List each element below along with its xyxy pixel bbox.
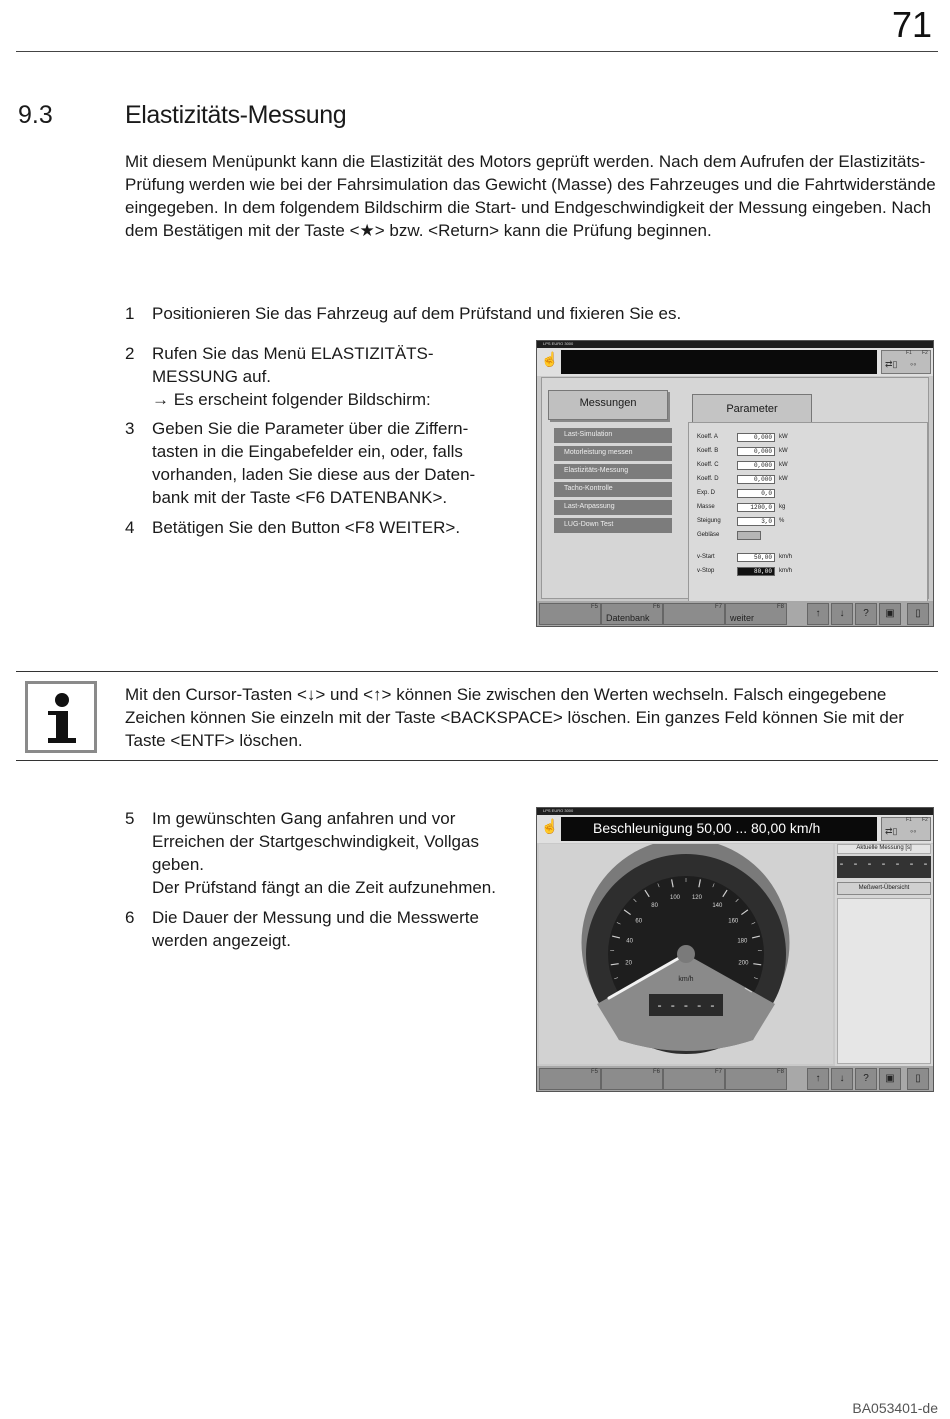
param-unit: kW bbox=[779, 434, 788, 440]
step-text: Im gewünschten Gang anfahren und vor bbox=[152, 809, 456, 828]
header-rule bbox=[16, 51, 938, 52]
param-row bbox=[697, 517, 927, 527]
corner-label: F2 bbox=[922, 350, 928, 356]
hand-icon[interactable]: ☝ bbox=[541, 818, 559, 834]
param-unit: km/h bbox=[779, 568, 793, 574]
param-label: Exp. D bbox=[697, 490, 716, 496]
param-row bbox=[697, 531, 927, 541]
top-strip bbox=[537, 815, 933, 843]
step-text: Geben Sie die Parameter über die Ziffern- bbox=[152, 419, 469, 438]
exit-button[interactable]: ▯ bbox=[907, 603, 929, 625]
param-row bbox=[697, 553, 927, 563]
titlebar bbox=[537, 341, 933, 348]
datenbank-button[interactable] bbox=[601, 603, 663, 625]
param-field[interactable]: 0,000 bbox=[737, 447, 775, 456]
f5-button[interactable] bbox=[539, 603, 601, 625]
info-rule-bottom bbox=[16, 760, 938, 761]
fkey-number: F7 bbox=[714, 604, 722, 610]
gauge-tick-label: 60 bbox=[635, 918, 643, 925]
f5-button[interactable] bbox=[539, 1068, 601, 1090]
step-text: MESSUNG auf. bbox=[152, 367, 272, 386]
intro-paragraph: Mit diesem Menüpunkt kann die Elastizität des Motors geprüft werden. Nach dem Aufrufen der Elastizitäts-Prüfung werden wie bei der Fahrsimulation das Gewicht (Masse) des Fahrzeuges und die Fahrtwiderstände eingegeben. In dem folgendem Bildschirm die Start- und Endgeschwindigkeit der Messung eingeben. Nach dem Bestätigen mit der Taste <★> bzw. <Return> kann die Prüfung beginnen. bbox=[125, 152, 936, 240]
step-number: 6 bbox=[125, 908, 135, 927]
param-unit: kg bbox=[779, 504, 786, 510]
param-unit: kW bbox=[779, 462, 788, 468]
gauge-tick-label: 200 bbox=[738, 960, 749, 967]
section-number: 9.3 bbox=[18, 101, 53, 129]
menu-item[interactable]: LUG-Down Test bbox=[554, 518, 672, 533]
param-unit: kW bbox=[779, 448, 788, 454]
car-icon: ⇄▯ bbox=[885, 826, 898, 836]
blower-field[interactable] bbox=[737, 531, 761, 540]
f6-button[interactable] bbox=[601, 1068, 663, 1090]
param-field[interactable]: 0,000 bbox=[737, 475, 775, 484]
param-label: Masse bbox=[697, 504, 715, 510]
menu-item[interactable]: Elastizitäts-Messung bbox=[554, 464, 672, 479]
overview-button[interactable]: Meßwert-Übersicht bbox=[837, 882, 931, 895]
step-text: geben. bbox=[152, 855, 204, 874]
wheels-icon: ◦◦ bbox=[910, 359, 917, 369]
vehicle-icons[interactable] bbox=[881, 350, 931, 374]
param-label: Koeff. C bbox=[697, 462, 719, 468]
arrow-up-button[interactable]: ↑ bbox=[807, 603, 829, 625]
function-key-bar bbox=[537, 1066, 933, 1092]
param-unit: % bbox=[779, 518, 785, 524]
param-field[interactable]: 0,000 bbox=[737, 433, 775, 442]
param-label: v-Start bbox=[697, 554, 715, 560]
gauge-tick-label: 120 bbox=[691, 895, 702, 902]
help-button[interactable]: ? bbox=[855, 603, 877, 625]
info-text: Mit den Cursor-Tasten <↓> und <↑> können Sie zwischen den Werten wechseln. Falsch eingegebene Zeichen können Sie einzeln mit der Taste <BACKSPACE> löschen. Ein ganzes Feld können Sie mit der Taste <ENTF> löschen. bbox=[125, 685, 904, 750]
corner-label: F1 bbox=[906, 817, 912, 823]
gauge-area bbox=[539, 844, 833, 1064]
fkey-number: F6 bbox=[652, 604, 660, 610]
parameter-frame bbox=[688, 422, 928, 606]
param-field[interactable]: 3,0 bbox=[737, 517, 775, 526]
vehicle-icons[interactable] bbox=[881, 817, 931, 841]
step-text: → Es erscheint folgender Bildschirm: bbox=[152, 390, 431, 409]
fkey-number: F6 bbox=[652, 1069, 660, 1075]
param-label: Koeff. D bbox=[697, 476, 719, 482]
fkey-number: F8 bbox=[776, 1069, 784, 1075]
wheels-icon: ◦◦ bbox=[910, 826, 917, 836]
gauge-display-value: - - - - - bbox=[656, 1001, 716, 1013]
step-text: Der Prüfstand fängt an die Zeit aufzunehmen. bbox=[152, 878, 496, 897]
menu-item[interactable]: Motorleistung messen bbox=[554, 446, 672, 461]
param-row bbox=[697, 475, 927, 485]
param-row bbox=[697, 461, 927, 471]
param-row bbox=[697, 567, 927, 577]
weiter-button[interactable] bbox=[725, 603, 787, 625]
step-text: Rufen Sie das Menü ELASTIZITÄTS- bbox=[152, 344, 434, 363]
step-text: bank mit der Taste <F6 DATENBANK>. bbox=[152, 488, 448, 507]
gauge-tick-label: 140 bbox=[712, 903, 723, 910]
step-text: werden angezeigt. bbox=[152, 931, 291, 950]
help-button[interactable]: ? bbox=[855, 1068, 877, 1090]
arrow-down-button[interactable]: ↓ bbox=[831, 603, 853, 625]
car-icon: ⇄▯ bbox=[885, 359, 898, 369]
menu-panel bbox=[541, 377, 929, 599]
app-title: LPS EURO 3000 bbox=[543, 341, 574, 346]
fkey-number: F5 bbox=[590, 604, 598, 610]
screenshot-acceleration-screen bbox=[536, 807, 934, 1092]
param-row bbox=[697, 503, 927, 513]
menu-item[interactable]: Tacho-Kontrolle bbox=[554, 482, 672, 497]
param-field[interactable]: 1200,0 bbox=[737, 503, 775, 512]
param-unit: km/h bbox=[779, 554, 793, 560]
param-row bbox=[697, 447, 927, 457]
parameter-tab[interactable]: Parameter bbox=[692, 394, 812, 424]
gauge-unit: km/h bbox=[678, 976, 694, 983]
fkey-number: F8 bbox=[776, 604, 784, 610]
menu-item[interactable]: Last-Simulation bbox=[554, 428, 672, 443]
step-text: Erreichen der Startgeschwindigkeit, Vollgas bbox=[152, 832, 479, 851]
param-field[interactable]: 0,0 bbox=[737, 489, 775, 498]
param-unit: kW bbox=[779, 476, 788, 482]
section-title: Elastizitäts-Messung bbox=[125, 101, 347, 129]
screenshot-parameter-screen bbox=[536, 340, 934, 627]
param-row bbox=[697, 489, 927, 499]
step-text: tasten in die Eingabefelder ein, oder, falls bbox=[152, 442, 463, 461]
gauge-tick-label: 40 bbox=[626, 938, 633, 945]
step-number: 5 bbox=[125, 809, 135, 828]
print-button[interactable]: ▣ bbox=[879, 603, 901, 625]
gauge-tick-label: 160 bbox=[728, 918, 739, 925]
messungen-button[interactable]: Messungen bbox=[548, 390, 668, 420]
f8-button[interactable] bbox=[725, 1068, 787, 1090]
gauge-tick-label: 180 bbox=[737, 938, 748, 945]
f7-button[interactable] bbox=[663, 603, 725, 625]
current-measurement-label: Aktuelle Messung [s] bbox=[837, 844, 931, 854]
fkey-number: F7 bbox=[714, 1069, 722, 1075]
fkey-label: Datenbank bbox=[606, 613, 650, 623]
hand-icon[interactable]: ☝ bbox=[541, 351, 559, 367]
step-text: Positionieren Sie das Fahrzeug auf dem Prüfstand und fixieren Sie es. bbox=[152, 304, 682, 323]
gauge-tick-label: 80 bbox=[651, 903, 658, 910]
step-text: Betätigen Sie den Button <F8 WEITER>. bbox=[152, 518, 461, 537]
titlebar bbox=[537, 808, 933, 815]
arrow-down-button[interactable]: ↓ bbox=[831, 1068, 853, 1090]
fkey-number: F5 bbox=[590, 1069, 598, 1075]
step-number: 3 bbox=[125, 419, 135, 438]
gauge-hub bbox=[677, 945, 695, 963]
page-number: 71 bbox=[891, 4, 932, 45]
arrow-up-button[interactable]: ↑ bbox=[807, 1068, 829, 1090]
gauge-tick-label: 20 bbox=[625, 960, 632, 967]
info-rule-top bbox=[16, 671, 938, 672]
document-code: BA053401-de bbox=[852, 1400, 938, 1416]
acceleration-banner: Beschleunigung 50,00 ... 80,00 km/h bbox=[561, 817, 877, 841]
exit-button[interactable]: ▯ bbox=[907, 1068, 929, 1090]
f7-button[interactable] bbox=[663, 1068, 725, 1090]
corner-label: F2 bbox=[922, 817, 928, 823]
step-number: 4 bbox=[125, 518, 135, 537]
menu-item[interactable]: Last-Anpassung bbox=[554, 500, 672, 515]
param-label: Gebläse bbox=[697, 532, 720, 538]
param-label: Koeff. B bbox=[697, 448, 719, 454]
step-number: 2 bbox=[125, 344, 135, 363]
current-measurement-display: - - - - - - - bbox=[837, 856, 931, 878]
param-field[interactable]: 0,000 bbox=[737, 461, 775, 470]
status-display bbox=[561, 350, 877, 374]
fkey-label: weiter bbox=[730, 613, 755, 623]
step-text: Die Dauer der Messung und die Messwerte bbox=[152, 908, 479, 927]
app-title: LPS EURO 3000 bbox=[543, 808, 574, 813]
function-key-bar bbox=[537, 601, 933, 627]
measurement-list bbox=[837, 898, 931, 1064]
info-icon bbox=[25, 681, 97, 753]
parameter-box bbox=[688, 394, 928, 606]
step-number: 1 bbox=[125, 304, 135, 323]
step-text: vorhanden, laden Sie diese aus der Daten- bbox=[152, 465, 476, 484]
right-panel bbox=[835, 844, 933, 1066]
menu-list bbox=[554, 428, 672, 536]
param-field[interactable]: 80,00 bbox=[737, 567, 775, 576]
param-label: v-Stop bbox=[697, 568, 715, 574]
gauge-tick-label: 100 bbox=[670, 895, 681, 902]
print-button[interactable]: ▣ bbox=[879, 1068, 901, 1090]
param-label: Steigung bbox=[697, 518, 721, 524]
param-field[interactable]: 50,00 bbox=[737, 553, 775, 562]
corner-label: F1 bbox=[906, 350, 912, 356]
param-label: Koeff. A bbox=[697, 434, 718, 440]
speedometer bbox=[539, 844, 833, 1064]
top-strip bbox=[537, 348, 933, 376]
param-row bbox=[697, 433, 927, 443]
